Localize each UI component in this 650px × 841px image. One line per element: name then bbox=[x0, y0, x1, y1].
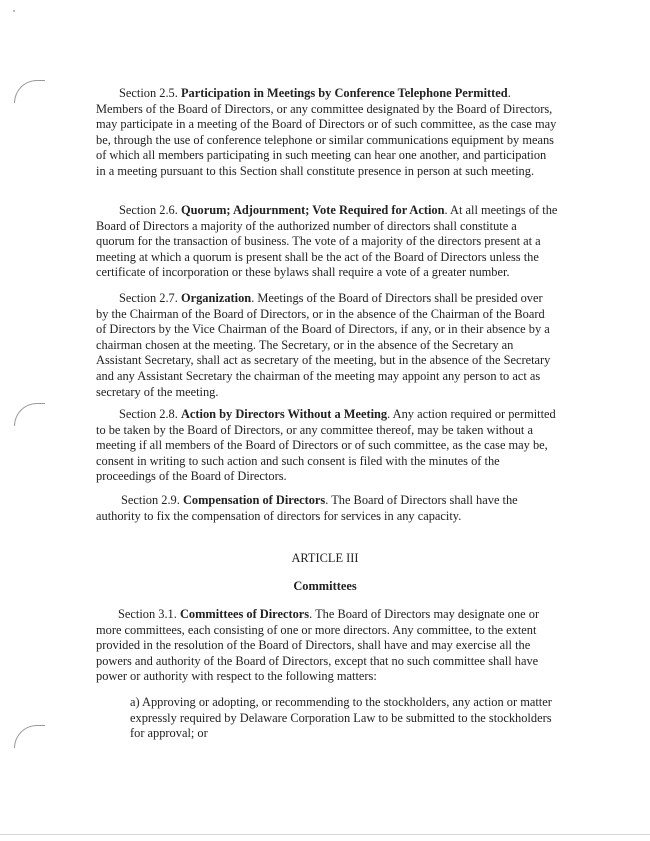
scan-speck bbox=[13, 10, 15, 12]
section-2-5 bbox=[96, 86, 558, 180]
section-body: . Members of the Board of Directors, or any committee designated by the Board of Directors, may participate in a meeting of the Board of Directors or of such committee, as the case may be, through the use of conference telephone or similar communications equipment by means of which all members participating in such meeting can hear one another, and participation in a meeting pursuant to this Section shall constitute presence in person at such meeting. bbox=[96, 86, 557, 178]
section-body: . At all meetings of the Board of Directors a majority of the authorized number of directors shall constitute a quorum for the transaction of business. The vote of a majority of the directors present at a meeting at which a quorum is present shall be the act of the Board of Directors unless the certificate of incorporation or these bylaws shall require a vote of a greater number. bbox=[96, 203, 558, 280]
section-number: Section 2.6. bbox=[119, 203, 178, 217]
binder-hole-middle bbox=[14, 403, 45, 426]
section-number: Section 2.9. bbox=[121, 493, 180, 507]
section-2-7 bbox=[96, 291, 558, 400]
section-title: Quorum; Adjournment; Vote Required for Action bbox=[180, 203, 445, 217]
section-number: Section 2.8. bbox=[119, 407, 178, 421]
binder-hole-bottom bbox=[14, 725, 45, 748]
section-2-6 bbox=[96, 203, 558, 281]
section-body: . The Board of Directors may designate one or more committees, each consisting of one or more directors. Any committee, to the extent provided in the resolution of the Board of Directors, shall have and may exercise all the powers and authority of the Board of Directors, except that no such committee shall have power or authority with respect to the following matters: bbox=[96, 607, 540, 684]
section-title: Action by Directors Without a Meeting bbox=[180, 407, 388, 421]
section-body: . Any action required or permitted to be taken by the Board of Directors, or any committee thereof, may be taken without a meeting if all members of the Board of Directors or of such committee, as the case may be, consent in writing to such action and such consent is filed with the minutes of the proceedings of the Board of Directors. bbox=[96, 407, 556, 484]
article-heading: ARTICLE III bbox=[291, 551, 359, 565]
section-2-8 bbox=[96, 407, 558, 485]
section-title: Participation in Meetings by Conference Telephone Permitted bbox=[180, 86, 508, 100]
section-3-1 bbox=[96, 607, 558, 685]
article-subheading: Committees bbox=[293, 579, 357, 593]
list-item-a: a) Approving or adopting, or recommending to the stockholders, any action or matter expressly required by Delaware Corporation Law to be submitted to the stockholders for approval; or bbox=[130, 695, 552, 741]
section-number: Section 3.1. bbox=[118, 607, 177, 621]
section-body: . The Board of Directors shall have the authority to fix the compensation of directors for services in any capacity. bbox=[96, 493, 518, 523]
section-2-9 bbox=[96, 493, 558, 524]
section-title: Organization bbox=[180, 291, 252, 305]
section-number: Section 2.7. bbox=[119, 291, 178, 305]
section-body: . Meetings of the Board of Directors shall be presided over by the Chairman of the Board of Directors, or in the absence of the Chairman of the Board of Directors by the Vice Chairman of the Board of Directors, if any, or in their absence by a chairman chosen at the meeting. The Secretary, or in the absence of the Secretary an Assistant Secretary, shall act as secretary of the meeting, but in the absence of the Secretary and any Assistant Secretary the chairman of the meeting may appoint any person to act as secretary of the meeting. bbox=[96, 291, 551, 399]
section-title: Compensation of Directors bbox=[182, 493, 326, 507]
binder-hole-top bbox=[14, 80, 45, 103]
section-number: Section 2.5. bbox=[119, 86, 178, 100]
section-title: Committees of Directors bbox=[179, 607, 310, 621]
page-edge-line bbox=[0, 834, 650, 835]
